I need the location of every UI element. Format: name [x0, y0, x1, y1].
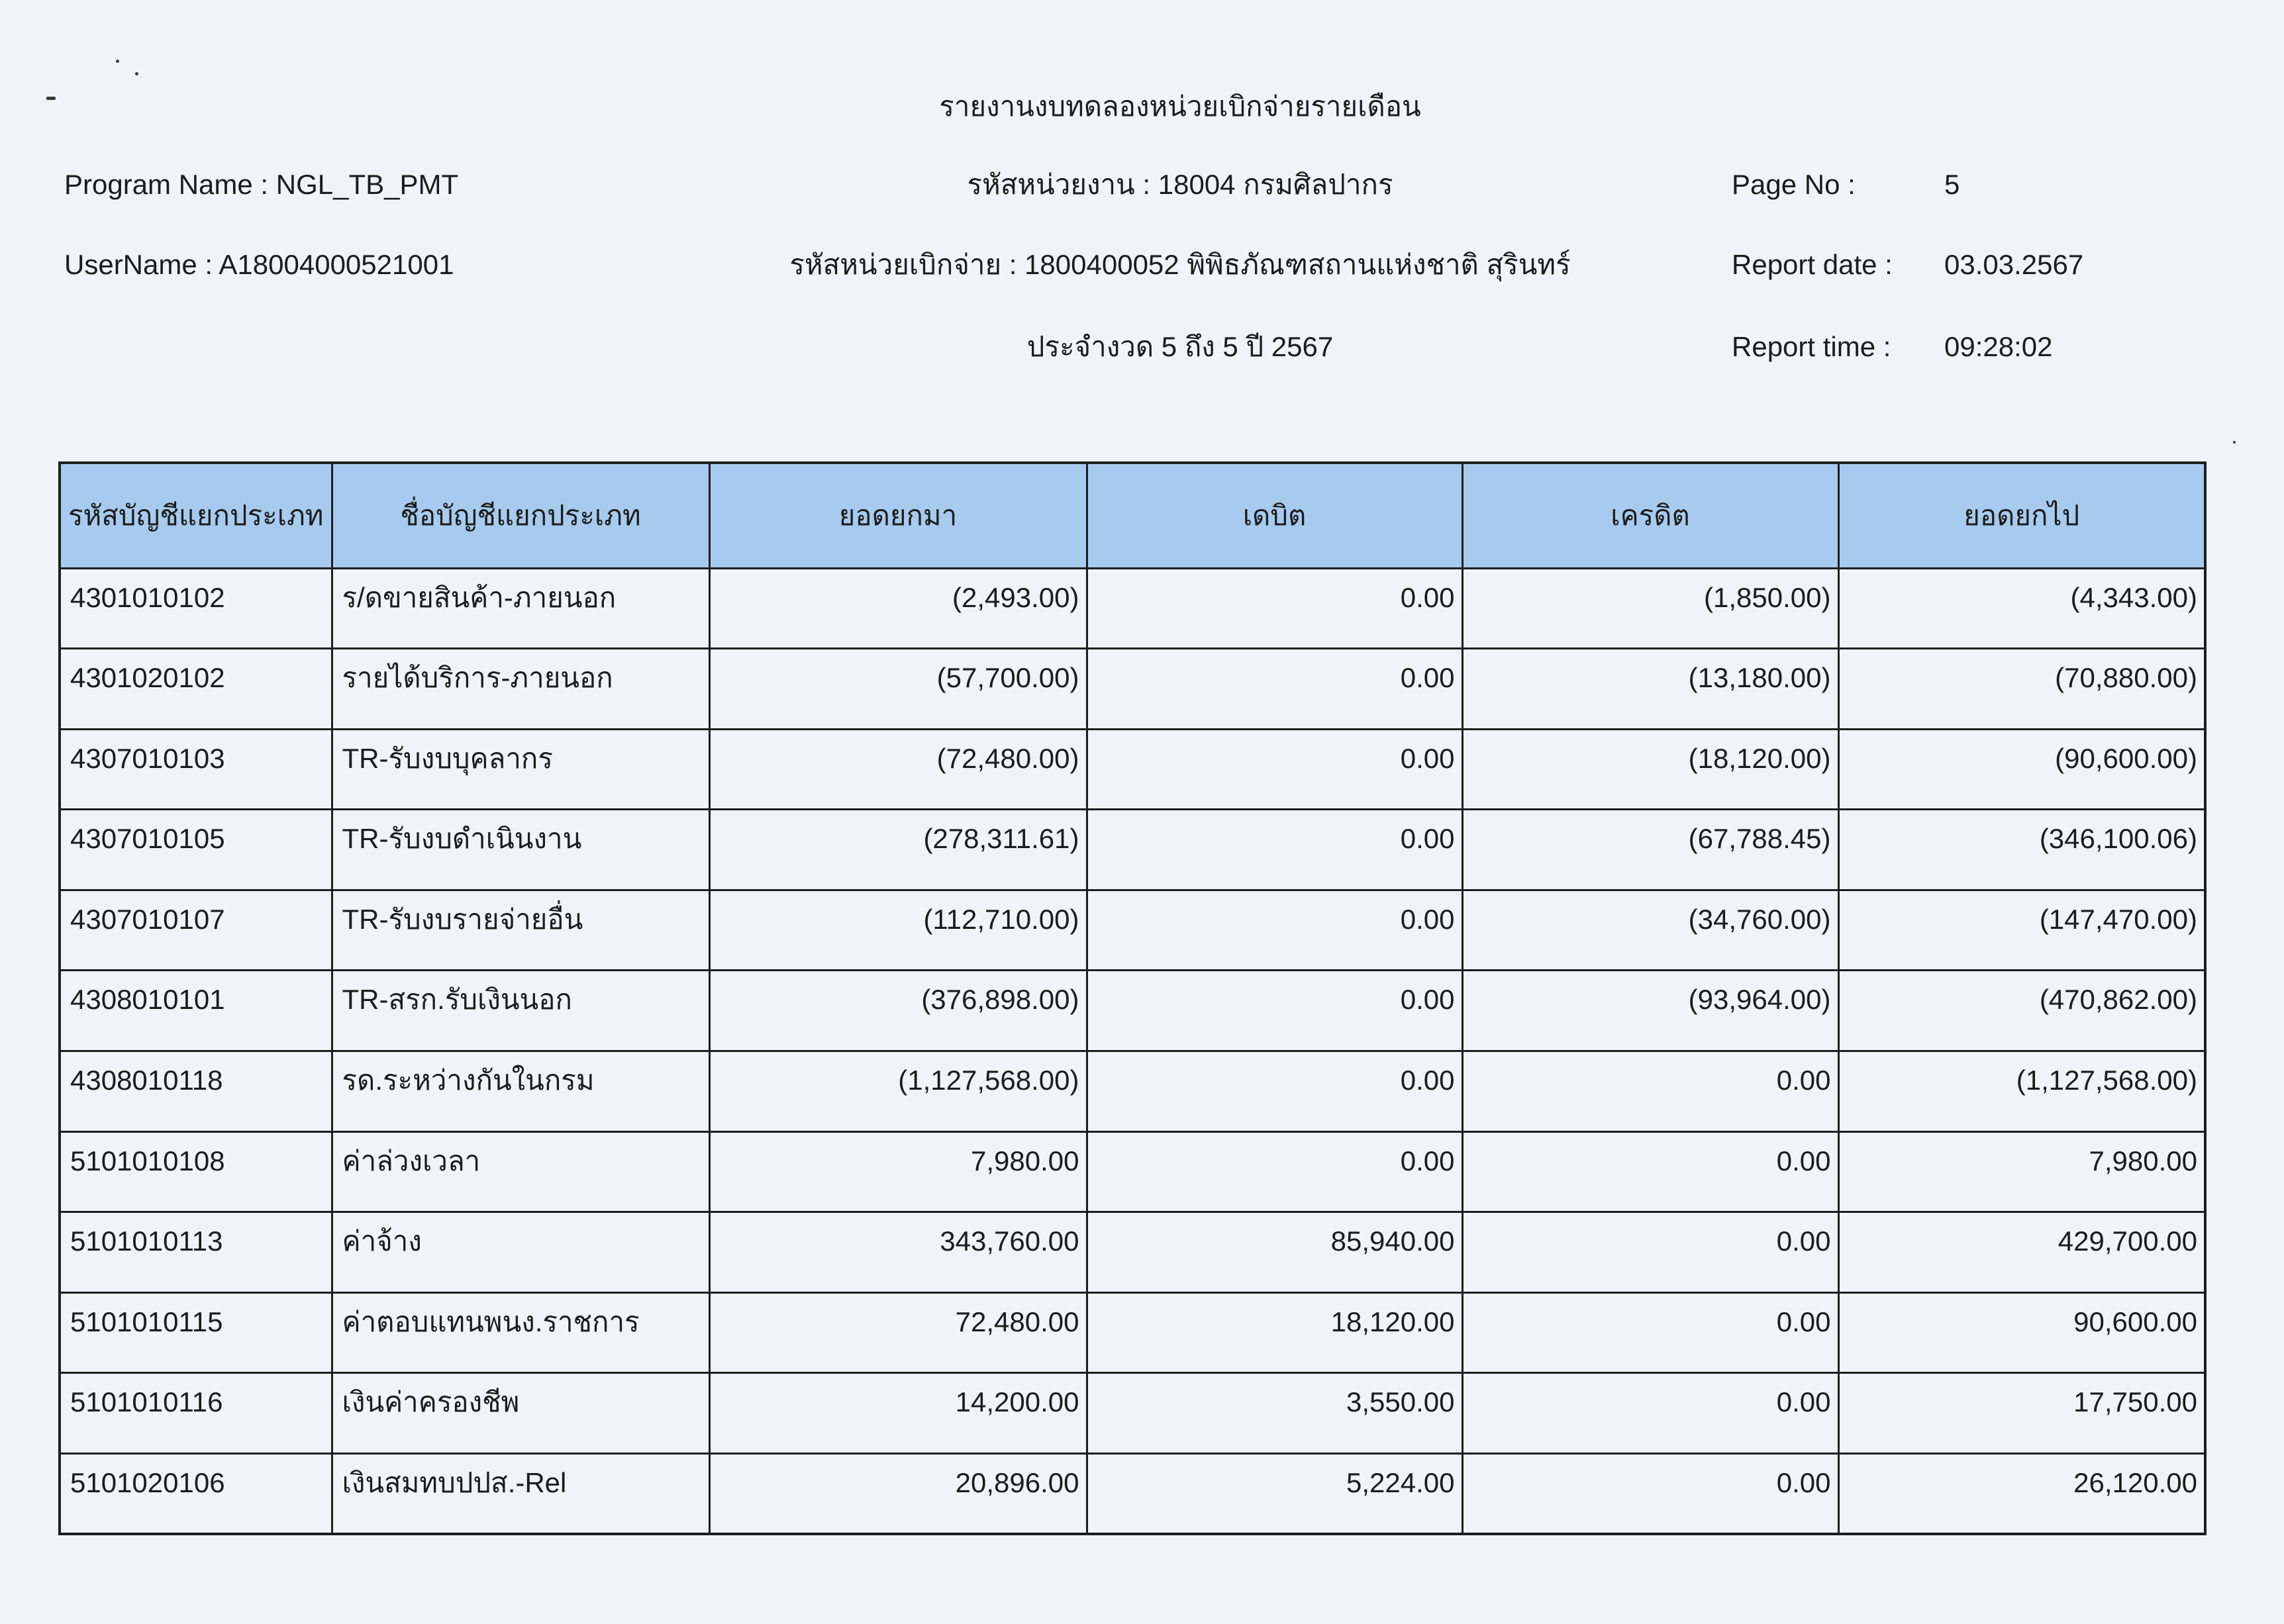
table-row: [60, 1051, 2205, 1132]
header-credit: เครดิต: [1462, 463, 1838, 568]
agency-code: รหัสหน่วยงาน : 18004 กรมศิลปากร: [967, 169, 1393, 200]
table-row: [60, 1454, 2205, 1535]
table-row: [60, 568, 2205, 649]
header-brought-forward: ยอดยกมา: [709, 463, 1087, 568]
cell-debit: 0.00: [1087, 649, 1462, 730]
program-name: Program Name : NGL_TB_PMT: [64, 169, 459, 200]
cell-brought-forward: (112,710.00): [709, 890, 1087, 971]
table-row: [60, 649, 2205, 730]
report-date-label: Report date :: [1732, 249, 1893, 280]
scan-speck: [46, 97, 56, 100]
cell-account-name: TR-รับงบดำเนินงาน: [332, 810, 709, 890]
cell-carried-forward: (147,470.00): [1838, 890, 2205, 971]
cell-brought-forward: (57,700.00): [709, 649, 1087, 730]
table-row: [60, 729, 2205, 810]
cell-account-code: 4301010102: [60, 568, 332, 649]
table-row: [60, 1212, 2205, 1293]
cell-debit: 0.00: [1087, 810, 1462, 890]
table-row: [60, 1373, 2205, 1454]
cell-credit: 0.00: [1462, 1212, 1838, 1293]
page-no-value: 5: [1944, 169, 1960, 200]
cell-account-name: ร/ดขายสินค้า-ภายนอก: [332, 568, 709, 649]
cell-account-name: รายได้บริการ-ภายนอก: [332, 649, 709, 730]
cell-account-code: 5101020106: [60, 1454, 332, 1535]
table-row: [60, 971, 2205, 1051]
cell-account-name: TR-รับงบรายจ่ายอื่น: [332, 890, 709, 971]
cell-credit: 0.00: [1462, 1051, 1838, 1132]
cell-brought-forward: (376,898.00): [709, 971, 1087, 1051]
page-no-label: Page No :: [1732, 169, 1856, 200]
cell-account-name: รด.ระหว่างกันในกรม: [332, 1051, 709, 1132]
cell-carried-forward: (470,862.00): [1838, 971, 2205, 1051]
cell-credit: (18,120.00): [1462, 729, 1838, 810]
cell-debit: 0.00: [1087, 729, 1462, 810]
cell-credit: (1,850.00): [1462, 568, 1838, 649]
trial-balance-table: [58, 461, 2207, 1535]
cell-brought-forward: 14,200.00: [709, 1373, 1087, 1454]
table-row: [60, 1292, 2205, 1373]
cell-brought-forward: (278,311.61): [709, 810, 1087, 890]
cell-brought-forward: 7,980.00: [709, 1131, 1087, 1212]
header-debit: เดบิต: [1087, 463, 1462, 568]
cell-account-code: 5101010108: [60, 1131, 332, 1212]
cell-account-name: ค่าล่วงเวลา: [332, 1131, 709, 1212]
scan-speck: [135, 72, 138, 75]
disbursing-unit: รหัสหน่วยเบิกจ่าย : 1800400052 พิพิธภัณฑสถานแห่งชาติ สุรินทร์: [789, 249, 1571, 280]
cell-credit: 0.00: [1462, 1454, 1838, 1535]
table-row: [60, 810, 2205, 890]
report-period: ประจำงวด 5 ถึง 5 ปี 2567: [1026, 331, 1334, 362]
username: UserName : A18004000521001: [64, 249, 454, 280]
cell-credit: 0.00: [1462, 1373, 1838, 1454]
cell-carried-forward: 429,700.00: [1838, 1212, 2205, 1293]
cell-credit: 0.00: [1462, 1131, 1838, 1212]
cell-debit: 0.00: [1087, 1131, 1462, 1212]
cell-carried-forward: (70,880.00): [1838, 649, 2205, 730]
table-header-row: [60, 463, 2205, 568]
cell-carried-forward: (90,600.00): [1838, 729, 2205, 810]
cell-account-name: ค่าตอบแทนพนง.ราชการ: [332, 1292, 709, 1373]
cell-debit: 0.00: [1087, 1051, 1462, 1132]
header-carried-forward: ยอดยกไป: [1838, 463, 2205, 568]
cell-debit: 85,940.00: [1087, 1212, 1462, 1293]
cell-debit: 0.00: [1087, 890, 1462, 971]
cell-credit: (93,964.00): [1462, 971, 1838, 1051]
cell-account-name: เงินค่าครองชีพ: [332, 1373, 709, 1454]
cell-debit: 0.00: [1087, 971, 1462, 1051]
cell-account-name: เงินสมทบปปส.-Rel: [332, 1454, 709, 1535]
cell-carried-forward: 90,600.00: [1838, 1292, 2205, 1373]
cell-credit: (13,180.00): [1462, 649, 1838, 730]
report-time-value: 09:28:02: [1944, 331, 2053, 362]
cell-debit: 3,550.00: [1087, 1373, 1462, 1454]
cell-credit: (34,760.00): [1462, 890, 1838, 971]
header-account-name: ชื่อบัญชีแยกประเภท: [332, 463, 709, 568]
report-date-value: 03.03.2567: [1944, 249, 2084, 280]
cell-account-code: 4308010118: [60, 1051, 332, 1132]
cell-account-code: 4307010103: [60, 729, 332, 810]
cell-carried-forward: 17,750.00: [1838, 1373, 2205, 1454]
cell-brought-forward: 72,480.00: [709, 1292, 1087, 1373]
scan-speck: [2233, 441, 2236, 444]
cell-account-code: 5101010113: [60, 1212, 332, 1293]
cell-carried-forward: 26,120.00: [1838, 1454, 2205, 1535]
cell-account-code: 4301020102: [60, 649, 332, 730]
table-row: [60, 1131, 2205, 1212]
header-account-code: รหัสบัญชีแยกประเภท: [60, 463, 332, 568]
cell-brought-forward: (72,480.00): [709, 729, 1087, 810]
cell-account-code: 4308010101: [60, 971, 332, 1051]
cell-carried-forward: 7,980.00: [1838, 1131, 2205, 1212]
cell-brought-forward: (1,127,568.00): [709, 1051, 1087, 1132]
cell-account-code: 4307010107: [60, 890, 332, 971]
cell-carried-forward: (1,127,568.00): [1838, 1051, 2205, 1132]
cell-brought-forward: (2,493.00): [709, 568, 1087, 649]
scan-speck: [116, 60, 119, 63]
cell-credit: (67,788.45): [1462, 810, 1838, 890]
report-time-label: Report time :: [1732, 331, 1891, 362]
cell-debit: 0.00: [1087, 568, 1462, 649]
cell-debit: 5,224.00: [1087, 1454, 1462, 1535]
cell-carried-forward: (4,343.00): [1838, 568, 2205, 649]
cell-account-code: 5101010116: [60, 1373, 332, 1454]
cell-account-code: 5101010115: [60, 1292, 332, 1373]
cell-account-name: ค่าจ้าง: [332, 1212, 709, 1293]
cell-debit: 18,120.00: [1087, 1292, 1462, 1373]
report-title: รายงานงบทดลองหน่วยเบิกจ่ายรายเดือน: [939, 91, 1421, 122]
cell-account-code: 4307010105: [60, 810, 332, 890]
cell-carried-forward: (346,100.06): [1838, 810, 2205, 890]
cell-brought-forward: 343,760.00: [709, 1212, 1087, 1293]
cell-credit: 0.00: [1462, 1292, 1838, 1373]
cell-brought-forward: 20,896.00: [709, 1454, 1087, 1535]
cell-account-name: TR-รับงบบุคลากร: [332, 729, 709, 810]
cell-account-name: TR-สรก.รับเงินนอก: [332, 971, 709, 1051]
table-row: [60, 890, 2205, 971]
